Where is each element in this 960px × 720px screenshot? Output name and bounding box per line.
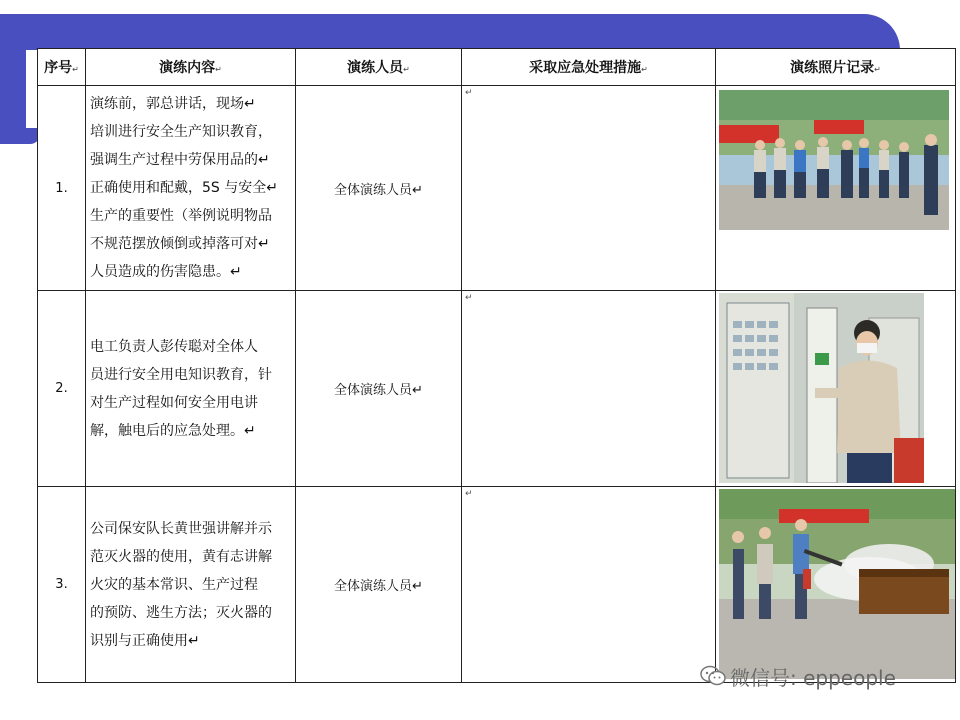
- content-line: 公司保安队长黄世强讲解并示: [90, 520, 272, 537]
- content-line: 不规范摆放倾倒或掉落可对↵: [90, 236, 270, 252]
- side-band: [0, 40, 26, 140]
- header-index: 序号↵: [38, 49, 86, 86]
- row-content: [86, 487, 296, 683]
- row-index: 2.: [38, 291, 86, 487]
- content-line: 培训进行安全生产知识教育，: [90, 124, 272, 140]
- table-row: [38, 291, 956, 487]
- wechat-icon: [700, 665, 726, 687]
- content-line: 演练前，郭总讲话，现场↵: [90, 96, 256, 112]
- row-photo-cell: [716, 86, 956, 291]
- content-line: 火灾的基本常识、生产过程: [90, 576, 258, 593]
- row-content: [86, 86, 296, 291]
- header-content: 演练内容↵: [86, 49, 296, 86]
- content-line: 生产的重要性（举例说明物品: [90, 208, 272, 224]
- content-line: 电工负责人彭传聪对全体人: [90, 338, 258, 355]
- table-row: [38, 487, 956, 683]
- side-band-tab: [0, 128, 40, 144]
- row-index: 3.: [38, 487, 86, 683]
- row-photo-cell: [716, 291, 956, 487]
- drill-record-table: [37, 48, 956, 683]
- header-band: [0, 14, 900, 50]
- content-line: 强调生产过程中劳保用品的↵: [90, 152, 270, 168]
- row-people: 全体演练人员↵: [296, 86, 462, 291]
- header-measures: 采取应急处理措施↵: [462, 49, 716, 86]
- row-measures: ↵: [462, 86, 716, 291]
- content-line: 员进行安全用电知识教育，针: [90, 366, 272, 383]
- row-measures: ↵: [462, 291, 716, 487]
- content-line: 对生产过程如何安全用电讲: [90, 394, 258, 411]
- row-index: 1.: [38, 86, 86, 291]
- table-row: [38, 86, 956, 291]
- row-measures: ↵: [462, 487, 716, 683]
- header-photos: 演练照片记录↵: [716, 49, 956, 86]
- row-photo-cell: [716, 487, 956, 683]
- wechat-watermark: [700, 662, 896, 690]
- group-training-photo: [719, 90, 949, 230]
- row-content: [86, 291, 296, 487]
- content-line: 识别与正确使用↵: [90, 632, 200, 649]
- electrical-cabinet-photo: [719, 293, 924, 483]
- content-line: 正确使用和配戴，5S 与安全↵: [90, 180, 278, 196]
- content-line: 解，触电后的应急处理。↵: [90, 422, 256, 439]
- fire-extinguisher-photo: [719, 489, 955, 679]
- content-line: 人员造成的伤害隐患。↵: [90, 264, 242, 280]
- table-header-row: [38, 49, 956, 86]
- row-people: 全体演练人员↵: [296, 487, 462, 683]
- watermark-text: 微信号: eppeople: [730, 665, 896, 690]
- row-people: 全体演练人员↵: [296, 291, 462, 487]
- header-people: 演练人员↵: [296, 49, 462, 86]
- content-line: 的预防、逃生方法；灭火器的: [90, 604, 272, 621]
- content-line: 范灭火器的使用，黄有志讲解: [90, 548, 272, 565]
